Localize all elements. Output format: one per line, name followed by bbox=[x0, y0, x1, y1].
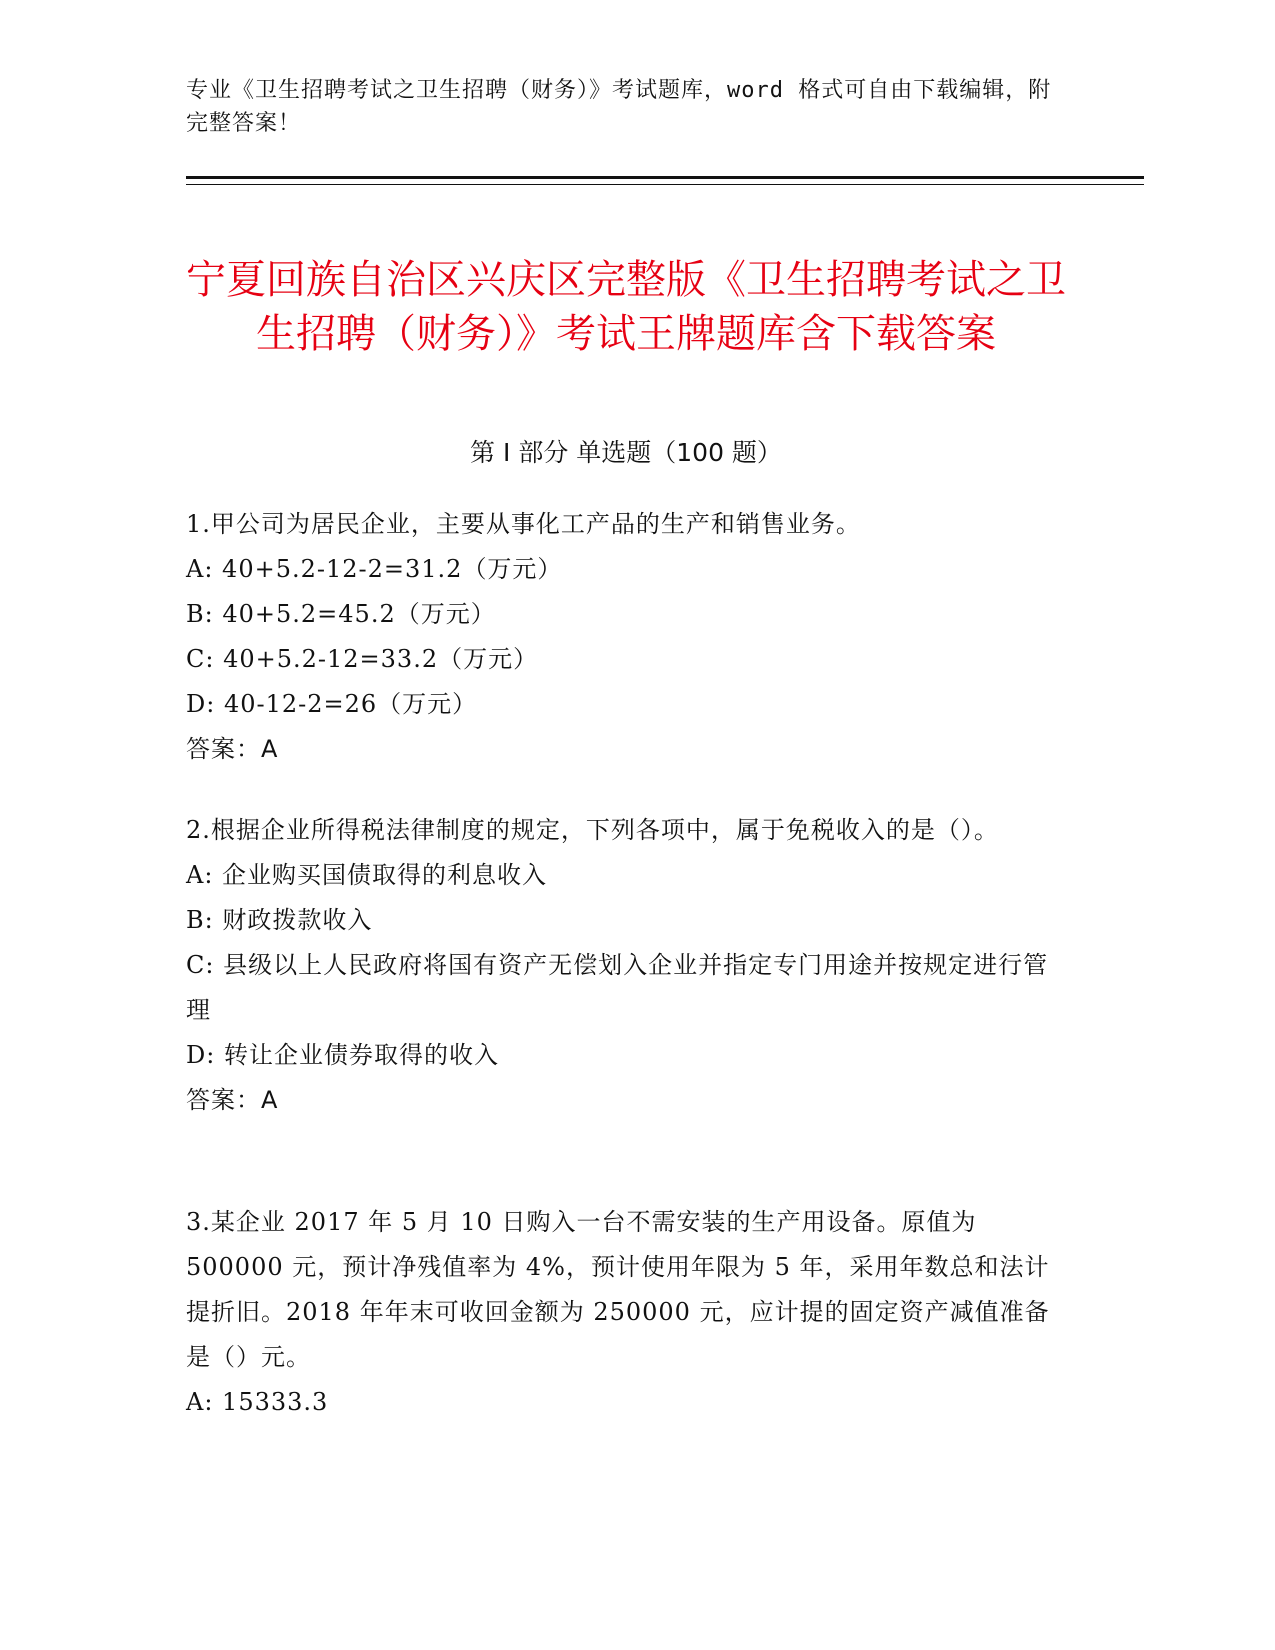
question-stem: 2.根据企业所得税法律制度的规定，下列各项中，属于免税收入的是（）。 bbox=[186, 816, 999, 844]
question-3 bbox=[186, 1200, 1066, 1425]
option-b: B: 40+5.2=45.2（万元） bbox=[186, 600, 496, 628]
option-a: A: 15333.3 bbox=[186, 1388, 329, 1416]
header-rule-thick bbox=[186, 176, 1144, 179]
section-heading: 第 I 部分 单选题（100 题） bbox=[470, 438, 782, 467]
answer: 答案：A bbox=[186, 1086, 279, 1114]
option-d: D: 转让企业债券取得的收入 bbox=[186, 1041, 499, 1069]
option-a: A: 40+5.2-12-2=31.2（万元） bbox=[186, 555, 563, 583]
question-1 bbox=[186, 502, 1066, 772]
option-c: C: 县级以上人民政府将国有资产无偿划入企业并指定专门用途并按规定进行管理 bbox=[186, 951, 1049, 1024]
header-rule-thin bbox=[186, 184, 1144, 185]
option-c: C: 40+5.2-12=33.2（万元） bbox=[186, 645, 539, 673]
option-b: B: 财政拨款收入 bbox=[186, 906, 373, 934]
question-stem: 1.甲公司为居民企业，主要从事化工产品的生产和销售业务。 bbox=[186, 510, 861, 538]
answer: 答案：A bbox=[186, 735, 279, 763]
question-stem: 3.某企业 2017 年 5 月 10 日购入一台不需安装的生产用设备。原值为 500000 元，预计净残值率为 4%，预计使用年限为 5 年，采用年数总和法计提折旧。2018 年年末可收回金额为 250000 元，应计提的固定资产减值准备是（）元。 bbox=[186, 1208, 1050, 1371]
question-2 bbox=[186, 808, 1066, 1123]
option-a: A: 企业购买国债取得的利息收入 bbox=[186, 861, 548, 889]
document-title: 宁夏回族自治区兴庆区完整版《卫生招聘考试之卫生招聘（财务）》考试王牌题库含下载答案 bbox=[186, 256, 1066, 357]
option-d: D: 40-12-2=26（万元） bbox=[186, 690, 478, 718]
header-note: 专业《卫生招聘考试之卫生招聘（财务）》考试题库，word 格式可自由下载编辑，附完整答案！ bbox=[186, 78, 1052, 136]
